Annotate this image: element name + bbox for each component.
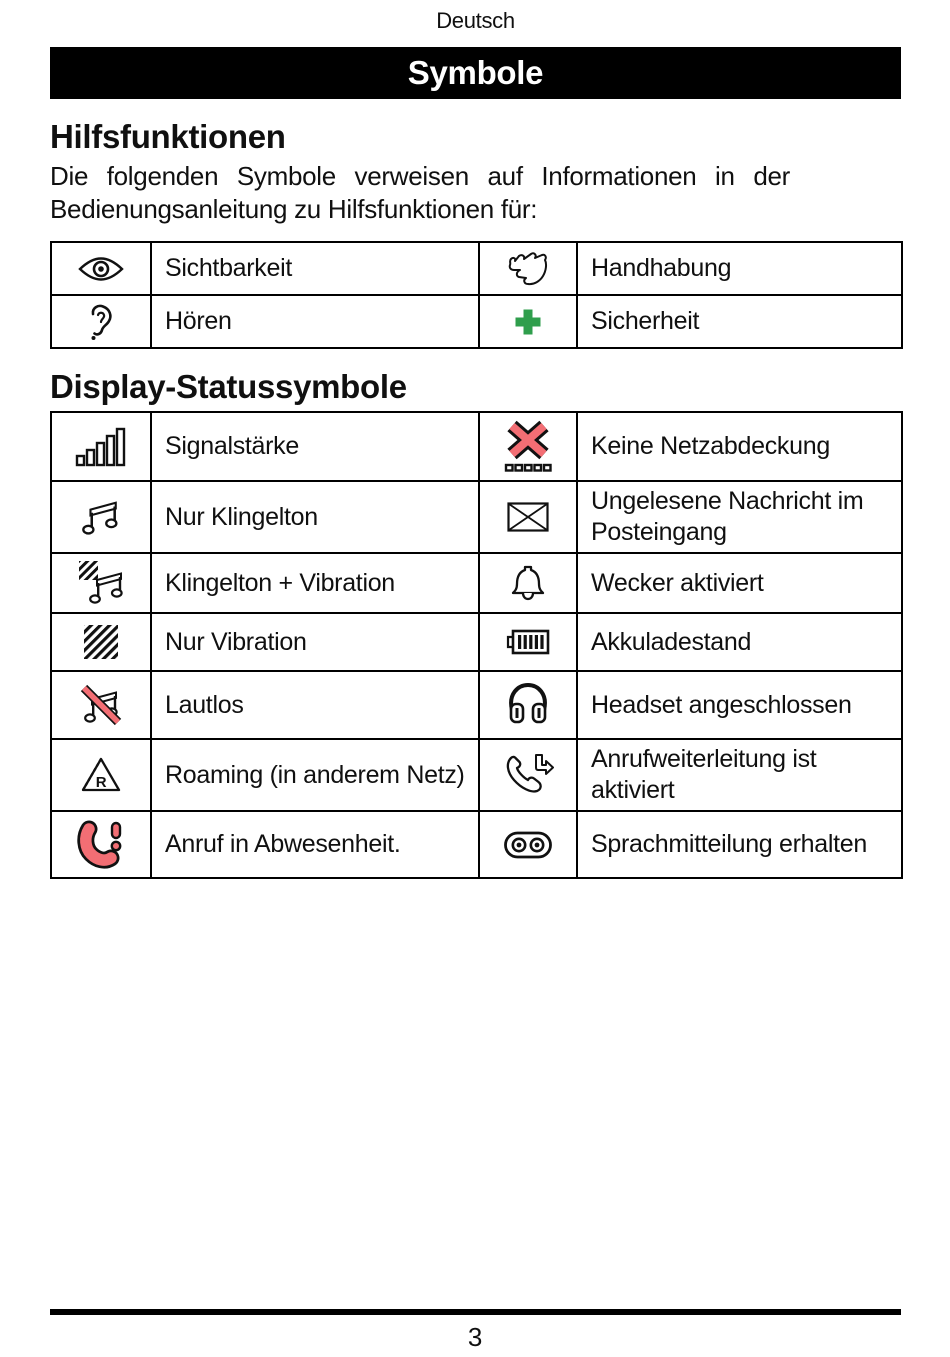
ringtone-note-icon [51, 481, 151, 553]
symbol-label: Headset angeschlossen [577, 671, 902, 739]
help-symbols-table [50, 241, 903, 349]
unread-message-icon [479, 481, 577, 553]
symbol-label: Lautlos [151, 671, 479, 739]
status-section-heading: Display-Statussymbole [50, 368, 407, 405]
svg-text:R: R [95, 774, 107, 791]
signal-bars-icon [51, 412, 151, 481]
symbol-label: Nur Vibration [151, 613, 479, 671]
alarm-bell-icon [479, 553, 577, 613]
symbol-label: Signalstärke [151, 412, 479, 481]
symbol-label: Anrufweiterleitung ist aktiviert [577, 739, 902, 811]
symbol-label: Keine Netzabdeckung [577, 412, 902, 481]
plus-icon [479, 295, 577, 348]
ring-plus-vibration-icon [51, 553, 151, 613]
vibration-icon [51, 613, 151, 671]
hand-icon [479, 242, 577, 295]
table-row [51, 613, 902, 671]
symbol-label: Hören [151, 295, 479, 348]
battery-icon [479, 613, 577, 671]
page-title: Symbole [407, 54, 544, 91]
footer-rule [50, 1309, 901, 1315]
symbol-label: Akkuladestand [577, 613, 902, 671]
symbol-label: Klingelton + Vibration [151, 553, 479, 613]
status-symbols-table [50, 411, 903, 879]
roaming-icon [51, 739, 151, 811]
symbol-label: Roaming (in anderem Netz) [151, 739, 479, 811]
table-row [51, 481, 902, 553]
symbol-label: Sprachmitteilung erhalten [577, 811, 902, 878]
symbol-label: Anruf in Abwesenheit. [151, 811, 479, 878]
missed-call-icon [51, 811, 151, 878]
page-number: 3 [467, 1322, 483, 1352]
symbol-label: Sicherheit [577, 295, 902, 348]
help-section-heading: Hilfsfunktionen [50, 118, 286, 155]
table-row [51, 739, 902, 811]
table-row [51, 242, 902, 295]
table-row [51, 671, 902, 739]
no-network-icon [479, 412, 577, 481]
symbol-label: Ungelesene Nachricht im Posteingang [577, 481, 902, 553]
call-forward-icon [479, 739, 577, 811]
table-row [51, 553, 902, 613]
headset-icon [479, 671, 577, 739]
table-row [51, 295, 902, 348]
voicemail-icon [479, 811, 577, 878]
symbol-label: Sichtbarkeit [151, 242, 479, 295]
symbol-label: Wecker aktiviert [577, 553, 902, 613]
page-title-bar [50, 47, 901, 99]
help-intro-text: Die folgenden Symbole verweisen auf Informationen in der Bedienungsanleitung zu Hilfsfunktionen für: [50, 161, 790, 224]
mute-icon [51, 671, 151, 739]
symbol-label: Nur Klingelton [151, 481, 479, 553]
table-row [51, 412, 902, 481]
symbol-label: Handhabung [577, 242, 902, 295]
language-label: Deutsch [436, 8, 515, 33]
table-row [51, 811, 902, 878]
eye-icon [51, 242, 151, 295]
ear-icon [51, 295, 151, 348]
